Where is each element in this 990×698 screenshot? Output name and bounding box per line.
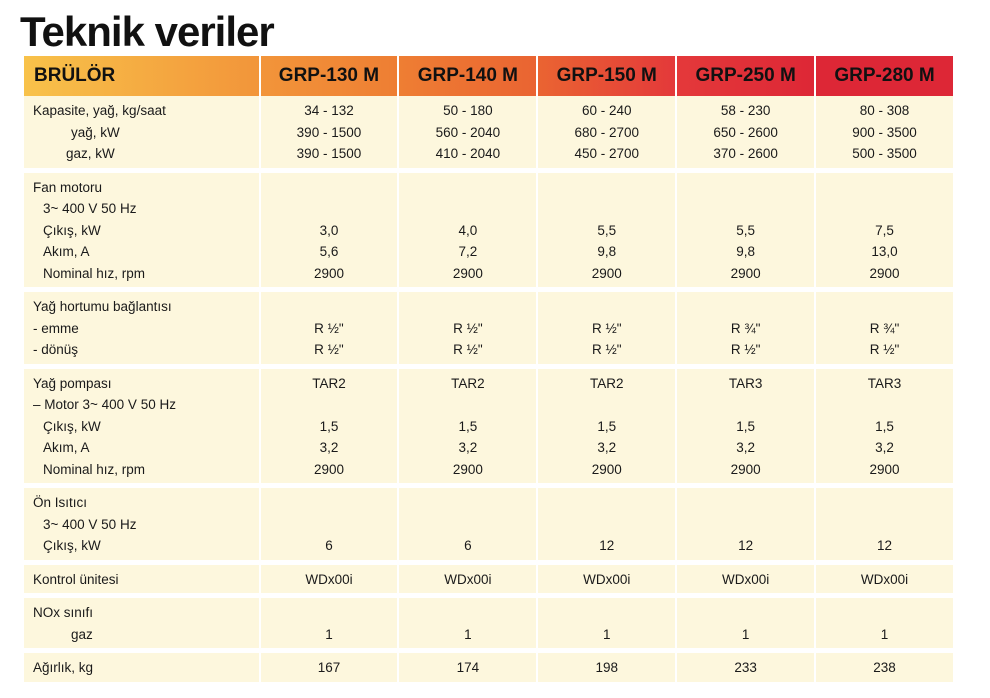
cell-value: 233 [734,660,757,675]
row-label: 3~ 400 V 50 Hz [43,516,137,532]
cell-value: 3,2 [875,440,894,455]
cell-value: 12 [599,538,615,553]
row-label: - dönüş [33,342,79,357]
cell-value: 390 - 1500 [296,124,362,140]
cell-value: 167 [317,660,341,675]
cell-value: 6 [464,538,472,553]
value-cell [261,369,398,484]
row-label-cell [24,565,259,594]
value-cell [677,96,814,168]
row-label: – Motor 3~ 400 V 50 Hz [33,397,176,412]
row-label: gaz, kW [66,146,115,161]
cell-value [816,177,953,199]
cell-value: 2900 [869,265,900,281]
cell-value: 1,5 [736,418,756,434]
row-label: Ön Isıtıcı [33,495,88,510]
cell-value [261,492,398,514]
model-header: GRP-250 M [677,56,814,96]
row-label: Kontrol ünitesi [33,571,119,587]
cell-value: 1 [325,626,333,642]
cell-value: 3,2 [458,440,478,455]
value-cell [399,598,536,648]
cell-value: 198 [595,660,618,675]
cell-value: R ¾" [730,320,761,336]
cell-value [538,514,675,536]
cell-value [677,394,814,416]
cell-value: 1 [741,626,750,642]
cell-value: 390 - 1500 [296,146,362,161]
cell-value: WDx00i [305,571,353,587]
value-cell [261,173,398,288]
cell-value [399,198,536,220]
cell-value: TAR2 [451,375,485,391]
cell-value: 5,5 [736,222,756,238]
value-cell [677,598,814,648]
value-cell [261,96,398,168]
cell-value: 12 [877,538,893,553]
cell-value [538,492,675,514]
value-cell [538,369,675,484]
cell-value [816,296,953,318]
cell-value: 2900 [730,461,761,477]
cell-value: 900 - 3500 [852,124,917,140]
cell-value: 1,5 [875,418,894,434]
cell-value: 2900 [313,265,344,281]
cell-value: 650 - 2600 [713,124,778,140]
value-cell [538,653,675,682]
cell-value: TAR2 [589,375,624,391]
row-label: Yağ hortumu bağlantısı [33,299,172,314]
value-cell [816,488,953,560]
value-cell [261,565,398,594]
value-cell [677,653,814,682]
value-cell [399,292,536,364]
cell-value [677,492,814,514]
row-label: Çıkış, kW [43,222,101,238]
row-label: - emme [33,320,79,336]
cell-value [677,177,814,199]
cell-value: 5,5 [597,222,617,238]
value-cell [261,653,398,682]
cell-value: WDx00i [722,571,770,587]
cell-value: 370 - 2600 [713,146,778,161]
row-label: gaz [71,626,93,642]
cell-value: R ½" [314,342,344,357]
value-cell [816,292,953,364]
cell-value: 410 - 2040 [435,146,501,161]
cell-value: R ½" [591,320,622,336]
cell-value: 13,0 [871,244,898,259]
cell-value [538,296,675,318]
cell-value: WDx00i [583,571,631,587]
cell-value: 1 [464,626,472,642]
cell-value: 680 - 2700 [574,124,640,140]
cell-value: 2900 [452,265,483,281]
cell-value: R ½" [453,320,483,336]
cell-value [538,177,675,199]
cell-value: 1,5 [458,418,478,434]
value-cell [816,369,953,484]
cell-value: 6 [325,538,333,553]
value-cell [538,488,675,560]
cell-value: 80 - 308 [859,103,910,118]
cell-value: 9,8 [736,244,756,259]
cell-value: 2900 [591,461,622,477]
row-label-cell [24,173,259,288]
cell-value: TAR3 [728,375,763,391]
value-cell [677,369,814,484]
row-label: Çıkış, kW [43,538,101,553]
value-cell [538,292,675,364]
cell-value [677,198,814,220]
cell-value: R ½" [869,342,900,357]
row-label: Fan motoru [33,179,103,195]
cell-value: 50 - 180 [443,103,493,118]
cell-value: 3,2 [319,440,339,455]
value-cell [816,565,953,594]
table-row [24,173,953,288]
cell-value [399,514,536,536]
cell-value: 5,6 [319,244,339,259]
table-row [24,598,953,648]
cell-value: 2900 [869,461,900,477]
cell-value: 2900 [591,265,622,281]
value-cell [677,173,814,288]
cell-value: 12 [738,538,754,553]
cell-value [677,514,814,536]
cell-value [399,394,536,416]
row-label: NOx sınıfı [33,605,94,620]
row-label-cell [24,488,259,560]
cell-value [816,602,953,624]
value-cell [677,292,814,364]
row-label: Yağ pompası [33,375,112,391]
cell-value: 560 - 2040 [435,124,501,140]
cell-value: 34 - 132 [304,103,354,118]
table-row [24,96,953,168]
table-row [24,369,953,484]
value-cell [399,488,536,560]
row-label: yağ, kW [71,124,120,140]
cell-value: 7,2 [458,244,478,259]
cell-value [538,198,675,220]
cell-value [677,602,814,624]
cell-value [261,198,398,220]
cell-value: R ½" [730,342,761,357]
value-cell [677,565,814,594]
cell-value: 4,0 [458,222,478,238]
cell-value [261,394,398,416]
cell-value: WDx00i [444,571,492,587]
row-label: Akım, A [43,440,90,455]
value-cell [677,488,814,560]
burner-header: BRÜLÖR [24,56,259,96]
model-header: GRP-140 M [399,56,536,96]
row-label: Çıkış, kW [43,418,101,434]
model-header: GRP-280 M [816,56,953,96]
cell-value: 174 [456,660,480,675]
cell-value [816,514,953,536]
cell-value [261,296,398,318]
table-row [24,565,953,594]
cell-value: R ¾" [869,320,900,336]
row-label-cell [24,653,259,682]
cell-value: 500 - 3500 [852,146,917,161]
cell-value: 7,5 [875,222,894,238]
row-label: Akım, A [43,244,90,259]
cell-value: TAR2 [312,375,346,391]
value-cell [399,565,536,594]
value-cell [816,173,953,288]
row-label-cell [24,96,259,168]
cell-value [677,296,814,318]
row-label-cell [24,292,259,364]
value-cell [399,653,536,682]
cell-value [261,514,398,536]
cell-value: 9,8 [597,244,617,259]
value-cell [399,96,536,168]
technical-data-table [22,56,955,682]
row-label-cell [24,369,259,484]
cell-value [538,602,675,624]
row-label: Kapasite, yağ, kg/saat [33,103,166,118]
value-cell [261,488,398,560]
value-cell [261,292,398,364]
header-row [24,56,953,96]
cell-value: 450 - 2700 [574,146,640,161]
table-row [24,292,953,364]
cell-value: 3,2 [736,440,756,455]
row-label-cell [24,598,259,648]
cell-value [399,177,536,199]
model-header: GRP-150 M [538,56,675,96]
cell-value [538,394,675,416]
cell-value: R ½" [591,342,622,357]
table-body [24,96,953,682]
cell-value: 58 - 230 [720,103,771,118]
row-label: Nominal hız, rpm [43,265,146,281]
cell-value: 60 - 240 [581,103,632,118]
value-cell [816,653,953,682]
cell-value [399,492,536,514]
cell-value [399,296,536,318]
cell-value [816,394,953,416]
cell-value: R ½" [453,342,483,357]
cell-value: 2900 [452,461,483,477]
cell-value: TAR3 [867,375,902,391]
value-cell [816,598,953,648]
row-label: 3~ 400 V 50 Hz [43,201,137,216]
value-cell [538,173,675,288]
cell-value: 2900 [313,461,344,477]
table-row [24,653,953,682]
cell-value [261,177,398,199]
value-cell [399,173,536,288]
cell-value: 1 [880,626,889,642]
cell-value: WDx00i [860,571,909,587]
table-row [24,488,953,560]
model-header: GRP-130 M [261,56,398,96]
cell-value: 3,2 [597,440,617,455]
cell-value: 2900 [730,265,761,281]
value-cell [538,598,675,648]
row-label: Ağırlık, kg [33,660,94,675]
cell-value: 238 [873,660,896,675]
cell-value [816,492,953,514]
value-cell [399,369,536,484]
cell-value: R ½" [314,320,344,336]
cell-value [399,602,536,624]
cell-value: 1,5 [597,418,617,434]
value-cell [816,96,953,168]
cell-value: 3,0 [319,222,339,238]
cell-value: 1 [602,626,611,642]
value-cell [261,598,398,648]
value-cell [538,96,675,168]
row-label: Nominal hız, rpm [43,461,146,477]
cell-value [261,602,398,624]
value-cell [538,565,675,594]
cell-value: 1,5 [319,418,339,434]
page-title: Teknik veriler [20,8,274,55]
cell-value [816,198,953,220]
